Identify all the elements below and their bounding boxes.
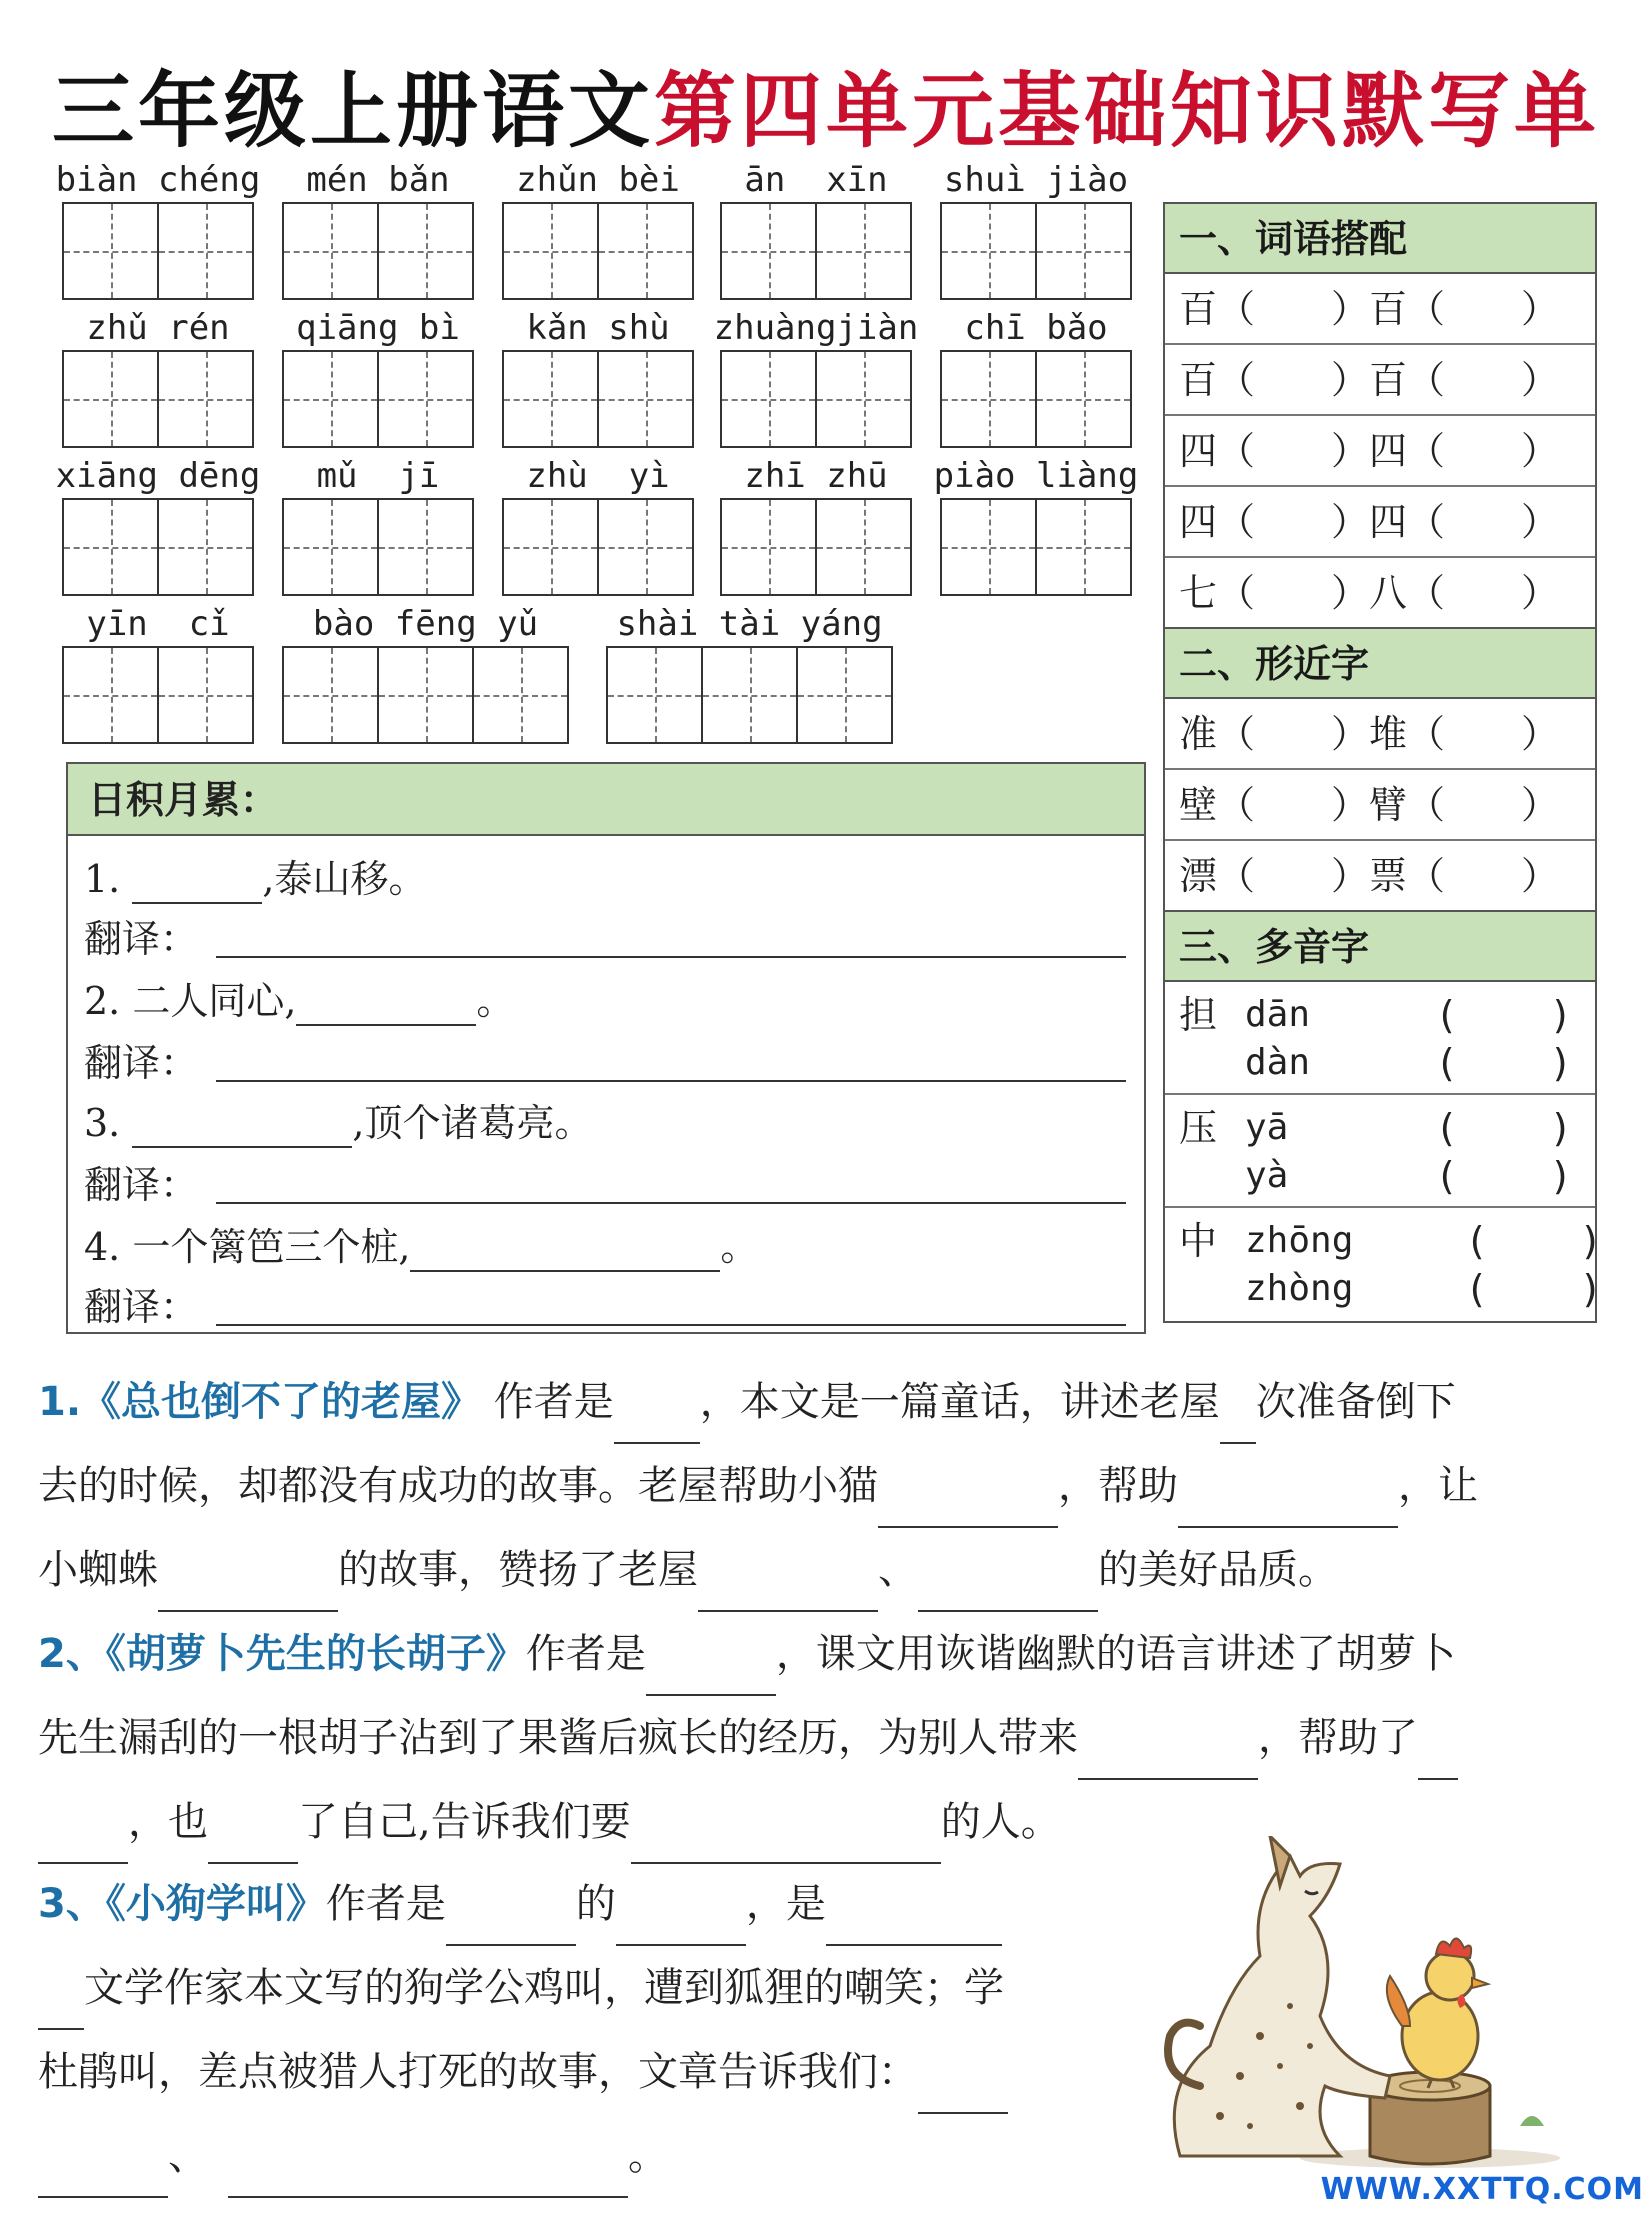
character-box[interactable] [282, 350, 379, 448]
section-polyphone-title: 三、多音字 [1165, 912, 1595, 982]
pinyin-word [720, 454, 912, 596]
character-box[interactable] [502, 350, 599, 448]
answer-blank[interactable] [1220, 1404, 1256, 1444]
character-grid [62, 350, 252, 448]
pinyin-label: zhǔ rén [86, 308, 230, 348]
character-box[interactable] [472, 646, 569, 744]
pinyin-word [282, 602, 569, 744]
translate-label: 翻译： [84, 917, 199, 961]
character-grid [62, 646, 252, 744]
character-box[interactable] [377, 646, 474, 744]
answer-blank[interactable] [698, 1572, 878, 1612]
polyphone-char: 担 [1179, 993, 1218, 1037]
answer-blank[interactable] [616, 1906, 746, 1946]
character-box[interactable] [720, 498, 817, 596]
proverb-line-3: 3. ,顶个诸葛亮。 [84, 1098, 592, 1148]
character-box[interactable] [377, 498, 474, 596]
proverb-line-1: 1. ,泰山移。 [84, 854, 426, 904]
lesson-paragraph-1: 1.《总也倒不了的老屋》 作者是 ，本文是一篇童话，讲述老屋 次准备倒下 去的时候，却都没有成功的故事。老屋帮助小猫 ，帮助 ，让 小蜘蛛 的故事，赞扬了老屋 、 的美好品质。 [38, 1360, 1478, 1612]
character-box[interactable] [282, 646, 379, 744]
character-grid [282, 646, 567, 744]
character-box[interactable] [282, 202, 379, 300]
word-matching-row[interactable]: 四（ ）四（ ） [1165, 416, 1595, 487]
character-box[interactable] [720, 202, 817, 300]
pinyin-word [62, 306, 254, 448]
answer-blank[interactable] [38, 2158, 168, 2198]
polyphone-item[interactable] [1165, 982, 1595, 1095]
similar-chars-row[interactable]: 准（ ）堆（ ） [1165, 699, 1595, 770]
answer-bracket[interactable]: ( ) [1435, 1106, 1573, 1150]
character-box[interactable] [157, 202, 254, 300]
character-box[interactable] [701, 646, 798, 744]
side-exercise-table [1163, 202, 1603, 1323]
pinyin-label: xiāng dēng [55, 456, 261, 496]
character-box[interactable] [1035, 350, 1132, 448]
answer-blank[interactable] [446, 1906, 576, 1946]
character-box[interactable] [606, 646, 703, 744]
pinyin-2: zhòng [1245, 1268, 1354, 1309]
pinyin-1: dān [1245, 994, 1311, 1035]
pinyin-label: zhù yì [526, 456, 670, 496]
pinyin-word [502, 158, 694, 300]
character-grid [282, 498, 472, 596]
pinyin-label: zhuàngjiàn [713, 308, 919, 348]
character-grid [606, 646, 891, 744]
pinyin-word [933, 454, 1139, 596]
answer-blank[interactable] [826, 1906, 1002, 1946]
polyphone-item[interactable] [1165, 1208, 1603, 1321]
pinyin-word [282, 158, 474, 300]
answer-bracket[interactable]: ( ) [1435, 1154, 1573, 1198]
translate-label: 翻译： [84, 1285, 199, 1329]
pinyin-label: shuì jiào [943, 160, 1129, 200]
pinyin-label: ān xīn [744, 160, 888, 200]
character-box[interactable] [62, 202, 159, 300]
polyphone-item[interactable] [1165, 1095, 1595, 1208]
pinyin-2: dàn [1245, 1042, 1311, 1083]
section-similar-chars-title: 二、形近字 [1165, 629, 1595, 699]
character-box[interactable] [1035, 202, 1132, 300]
lesson-paragraph-3: 3、《小狗学叫》作者是 的 ，是 文学作家本文写的狗学公鸡叫，遭到狐狸的嘲笑；学 杜鹃叫，差点被猎人打死的故事，文章告诉我们： 、 。 [38, 1862, 1008, 2198]
pinyin-word [55, 454, 261, 596]
word-matching-row[interactable]: 百（ ）百（ ） [1165, 274, 1595, 345]
character-box[interactable] [815, 350, 912, 448]
answer-blank[interactable] [158, 1572, 338, 1612]
polyphone-char: 压 [1179, 1106, 1218, 1150]
answer-blank[interactable] [208, 1824, 298, 1864]
pinyin-label: bào fēng yǔ [312, 604, 539, 644]
character-grid [940, 498, 1130, 596]
character-box[interactable] [940, 498, 1037, 596]
answer-blank[interactable] [918, 1572, 1098, 1612]
pinyin-1: yā [1245, 1107, 1289, 1148]
pinyin-label: mǔ jī [316, 456, 440, 496]
word-matching-row[interactable]: 百（ ）百（ ） [1165, 345, 1595, 416]
character-box[interactable] [62, 350, 159, 448]
character-grid [940, 350, 1130, 448]
answer-blank[interactable] [1418, 1740, 1458, 1780]
character-grid [62, 498, 252, 596]
character-box[interactable] [597, 350, 694, 448]
character-box[interactable] [940, 350, 1037, 448]
translate-blank[interactable] [216, 1080, 1126, 1082]
similar-chars-row[interactable]: 壁（ ）臂（ ） [1165, 770, 1595, 841]
character-grid [502, 350, 692, 448]
translate-blank[interactable] [216, 1324, 1126, 1326]
proverb-line-2: 2. 二人同心, 。 [84, 976, 514, 1026]
answer-blank[interactable] [918, 2074, 1008, 2114]
answer-blank[interactable] [228, 2158, 628, 2198]
section-word-matching-title: 一、词语搭配 [1165, 204, 1595, 274]
character-box[interactable] [502, 202, 599, 300]
character-grid [720, 202, 910, 300]
dog-and-rooster-illustration [1140, 1836, 1560, 2176]
character-box[interactable] [815, 202, 912, 300]
translate-blank[interactable] [216, 956, 1126, 958]
character-box[interactable] [597, 498, 694, 596]
answer-bracket[interactable]: ( ) [1435, 1041, 1573, 1085]
character-box[interactable] [720, 350, 817, 448]
lesson-paragraph-2: 2、《胡萝卜先生的长胡子》作者是 ，课文用诙谐幽默的语言讲述了胡萝卜 先生漏刮的一根胡子沾到了果酱后疯长的经历，为别人带来 ，帮助了 ，也 了自己,告诉我们要 的人。 [38, 1612, 1458, 1864]
answer-bracket[interactable]: ( ) [1435, 993, 1573, 1037]
character-grid [282, 350, 472, 448]
character-grid [62, 202, 252, 300]
character-box[interactable] [157, 646, 254, 744]
pinyin-label: mén bǎn [306, 160, 450, 200]
character-box[interactable] [157, 498, 254, 596]
character-grid [720, 350, 910, 448]
answer-blank[interactable] [614, 1404, 700, 1444]
answer-blank[interactable] [631, 1824, 941, 1864]
pinyin-word [55, 158, 261, 300]
answer-blank[interactable] [132, 1108, 352, 1148]
page-title: 三年级上册语文第四单元基础知识默写单 [51, 64, 1601, 159]
accumulation-title: 日积月累： [68, 764, 1144, 836]
similar-chars-row[interactable]: 漂（ ）票（ ） [1165, 841, 1595, 912]
translate-blank[interactable] [216, 1202, 1126, 1204]
pinyin-label: chī bǎo [964, 308, 1108, 348]
character-box[interactable] [282, 498, 379, 596]
watermark-url: WWW.XXTTQ.COM [1320, 2172, 1644, 2207]
translate-label: 翻译： [84, 1163, 199, 1207]
character-box[interactable] [502, 498, 599, 596]
pinyin-word [282, 454, 474, 596]
character-box[interactable] [157, 350, 254, 448]
pinyin-label: piào liàng [933, 456, 1139, 496]
answer-blank[interactable] [878, 1488, 1058, 1528]
pinyin-word [940, 158, 1132, 300]
pinyin-word [713, 306, 919, 448]
character-box[interactable] [377, 350, 474, 448]
answer-blank[interactable] [38, 1990, 84, 2030]
pinyin-word [502, 306, 694, 448]
pinyin-label: shài tài yáng [616, 604, 883, 644]
character-grid [502, 202, 692, 300]
pinyin-1: zhōng [1245, 1220, 1354, 1261]
character-grid [282, 202, 472, 300]
pinyin-label: yīn cǐ [86, 604, 230, 644]
character-box[interactable] [597, 202, 694, 300]
pinyin-word [720, 158, 912, 300]
word-matching-row[interactable]: 四（ ）四（ ） [1165, 487, 1595, 558]
character-box[interactable] [62, 646, 159, 744]
answer-blank[interactable] [38, 1824, 128, 1864]
character-box[interactable] [796, 646, 893, 744]
daily-accumulation-box [66, 762, 1146, 1334]
pinyin-word [62, 602, 254, 744]
pinyin-label: biàn chéng [55, 160, 261, 200]
pinyin-label: zhī zhū [744, 456, 888, 496]
pinyin-word [606, 602, 893, 744]
answer-blank[interactable] [132, 864, 262, 904]
polyphone-char: 中 [1179, 1219, 1218, 1263]
character-grid [720, 498, 910, 596]
answer-bracket[interactable]: ( ) [1465, 1219, 1603, 1263]
proverb-line-4: 4. 一个篱笆三个桩, 。 [84, 1222, 758, 1272]
pinyin-word [282, 306, 474, 448]
answer-blank[interactable] [410, 1232, 720, 1272]
pinyin-word [502, 454, 694, 596]
pinyin-word [940, 306, 1132, 448]
pinyin-label: zhǔn bèi [516, 160, 680, 200]
character-grid [502, 498, 692, 596]
answer-blank[interactable] [1178, 1488, 1398, 1528]
translate-label: 翻译： [84, 1041, 199, 1085]
pinyin-label: kǎn shù [526, 308, 670, 348]
answer-blank[interactable] [646, 1656, 776, 1696]
answer-bracket[interactable]: ( ) [1465, 1267, 1603, 1311]
character-box[interactable] [377, 202, 474, 300]
answer-blank[interactable] [296, 986, 476, 1026]
word-matching-row[interactable]: 七（ ）八（ ） [1165, 558, 1595, 629]
character-box[interactable] [815, 498, 912, 596]
character-box[interactable] [940, 202, 1037, 300]
character-box[interactable] [62, 498, 159, 596]
pinyin-2: yà [1245, 1155, 1289, 1196]
character-grid [940, 202, 1130, 300]
pinyin-label: qiāng bì [296, 308, 460, 348]
character-box[interactable] [1035, 498, 1132, 596]
answer-blank[interactable] [1078, 1740, 1258, 1780]
